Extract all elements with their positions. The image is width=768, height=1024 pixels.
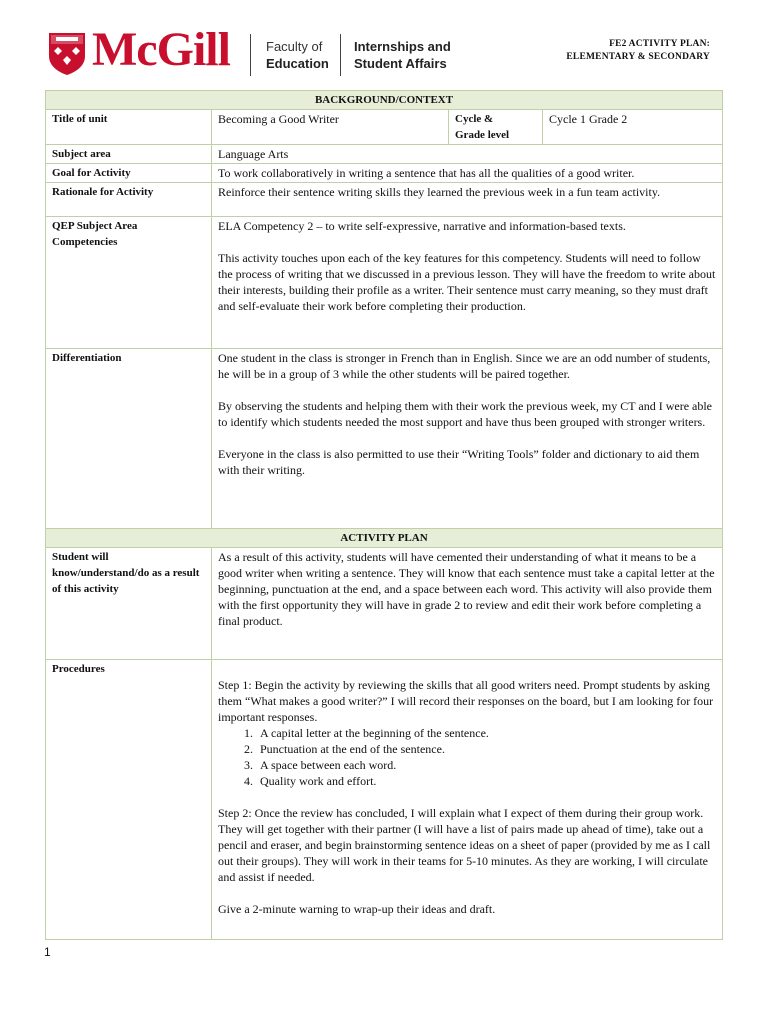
differentiation-label: Differentiation [46, 349, 212, 529]
department-line-1: Internships and [354, 39, 451, 54]
goal-value: To work collaboratively in writing a sentence that has all the qualities of a good writer. [212, 164, 723, 183]
department-line-2: Student Affairs [354, 56, 447, 71]
rationale-value: Reinforce their sentence writing skills they learned the previous week in a fun team activity. [212, 183, 723, 217]
differentiation-paragraph: By observing the students and helping them with their work the previous week, my CT and I were able to identify which students needed the most support and have thus been grouped with stronger writers. [218, 399, 713, 429]
title-of-unit-value: Becoming a Good Writer [212, 110, 449, 145]
subject-area-value: Language Arts [212, 145, 723, 164]
mcgill-wordmark: McGill [92, 23, 230, 76]
faculty-line-1: Faculty of [266, 39, 323, 54]
activity-plan-table [45, 90, 723, 940]
header-divider [250, 34, 251, 76]
mcgill-shield-logo [48, 32, 86, 76]
plan-type-line-1: FE2 ACTIVITY PLAN: [609, 39, 710, 49]
procedures-value [212, 660, 723, 940]
header-divider [340, 34, 341, 76]
page-header [0, 0, 768, 92]
activity-section-heading: ACTIVITY PLAN [46, 529, 723, 548]
faculty-line-2: Education [266, 56, 329, 71]
differentiation-paragraph: Everyone in the class is also permitted to use their “Writing Tools” folder and dictionary to aid them with their writing. [218, 447, 700, 477]
procedure-step-2: Step 2: Once the review has concluded, I will explain what I expect of them during their group work. They will get together with their partner (I will have a list of pairs made up ahead of time), take out a pencil and eraser, and begin brainstorming sentence ideas on a sheet of paper (provided by me as I call out their groups). They will work in their teams for 5-10 minutes. As they are working, I will circulate and assist if needed. [218, 806, 711, 884]
cycle-grade-value: Cycle 1 Grade 2 [543, 110, 723, 145]
differentiation-paragraph: One student in the class is stronger in French than in English. Since we are an odd number of students, he will be in a group of 3 while the other students will be paired together. [218, 351, 711, 381]
subject-area-label: Subject area [46, 145, 212, 164]
differentiation-value [212, 349, 723, 529]
qep-paragraph: This activity touches upon each of the key features for this competency. Students will need to follow the process of writing that we discussed in a previous lesson. They will have the freedom to write about their interests, building their profile as a writer. Their sentence must carry meaning, so they must draft and self-evaluate their work before completing their production. [218, 251, 716, 313]
title-of-unit-label: Title of unit [46, 110, 212, 145]
cycle-label-line-1: Cycle & [455, 113, 494, 125]
page-number: 1 [44, 945, 51, 959]
qep-competencies-value [212, 217, 723, 349]
faculty-label [266, 38, 329, 72]
list-item: 2. Punctuation at the end of the sentence. [256, 741, 716, 757]
procedure-step-1: Step 1: Begin the activity by reviewing the skills that all good writers need. Prompt students by asking them “What makes a good writer?” I will record their responses on the board, but I am looking for four important responses. [218, 678, 714, 724]
good-writer-skills-list [218, 725, 716, 789]
student-will-know-value: As a result of this activity, students will have cemented their understanding of what it means to be a good writer when writing a sentence. They will know that each sentence must take a capital letter at the beginning, punctuation at the end, and a space between each word. This activity will also provide them with the first opportunity they will have in grade 2 to review and edit their work before completing a final product. [212, 548, 723, 660]
procedure-step-3: Give a 2-minute warning to wrap-up their ideas and draft. [218, 902, 496, 916]
plan-type-line-2: ELEMENTARY & SECONDARY [566, 52, 710, 62]
plan-type-label [566, 38, 710, 64]
rationale-label: Rationale for Activity [46, 183, 212, 217]
list-item: 4. Quality work and effort. [256, 773, 716, 789]
cycle-label-line-2: Grade level [455, 129, 510, 141]
procedures-label: Procedures [46, 660, 212, 940]
cycle-grade-label [449, 110, 543, 145]
background-section-heading: BACKGROUND/CONTEXT [46, 91, 723, 110]
qep-competencies-label: QEP Subject Area Competencies [46, 217, 212, 349]
student-will-know-label: Student will know/understand/do as a result of this activity [46, 548, 212, 660]
list-item: 1. A capital letter at the beginning of the sentence. [256, 725, 716, 741]
department-label [354, 38, 451, 72]
list-item: 3. A space between each word. [256, 757, 716, 773]
qep-paragraph: ELA Competency 2 – to write self-expressive, narrative and information-based texts. [218, 219, 626, 233]
goal-label: Goal for Activity [46, 164, 212, 183]
